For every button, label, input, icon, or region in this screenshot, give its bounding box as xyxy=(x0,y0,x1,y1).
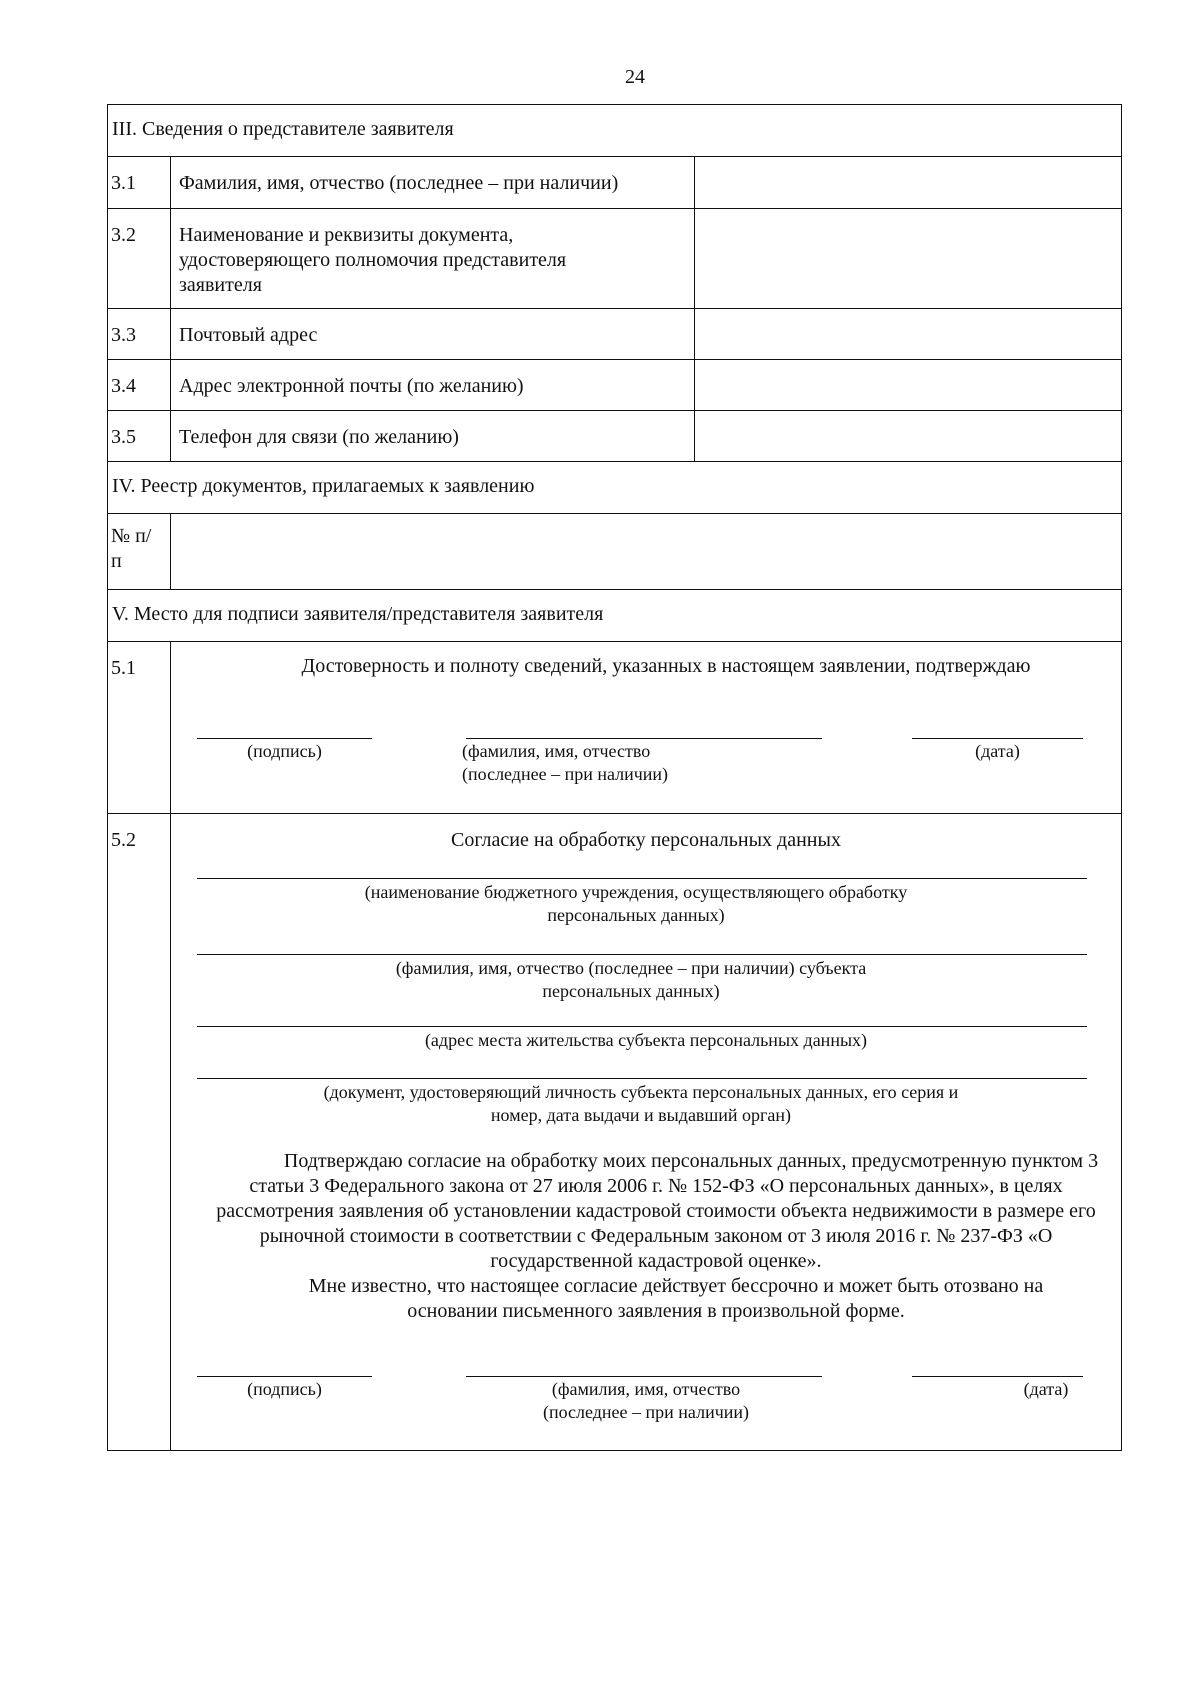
table-row xyxy=(108,309,1122,360)
section4-header-row xyxy=(108,462,1122,514)
row-label: Наименование и реквизиты документа, удостоверяющего полномочия представителя заявителя xyxy=(171,209,695,309)
table-row xyxy=(108,514,1122,590)
signature-block-5-1 xyxy=(171,642,1122,814)
signature-caption: (подпись) xyxy=(247,1379,322,1399)
consent-block-5-2 xyxy=(171,814,1122,1451)
row-label: Адрес электронной почты (по желанию) xyxy=(171,360,695,411)
authority-document-field[interactable] xyxy=(695,209,1122,309)
page-number: 24 xyxy=(625,66,645,88)
section3-header-row xyxy=(108,105,1122,157)
identity-document-line[interactable] xyxy=(197,1078,1087,1079)
signature-line[interactable] xyxy=(197,1376,372,1377)
address-line[interactable] xyxy=(197,1026,1087,1027)
accuracy-statement: Достоверность и полноту сведений, указанных в настоящем заявлении, подтверждаю xyxy=(301,655,1031,677)
section3-title: III. Сведения о представителе заявителя xyxy=(108,105,1122,157)
consent-heading: Согласие на обработку персональных данных xyxy=(451,829,841,851)
phone-field[interactable] xyxy=(695,411,1122,462)
section5-header-row xyxy=(108,590,1122,642)
address-caption: (адрес места жительства субъекта персональных данных) xyxy=(424,1030,868,1050)
row-label: Фамилия, имя, отчество (последнее – при наличии) xyxy=(171,157,695,209)
table-row xyxy=(108,642,1122,814)
table-row xyxy=(108,209,1122,309)
name-line[interactable] xyxy=(466,1376,822,1377)
table-row xyxy=(108,157,1122,209)
row-number: 5.1 xyxy=(108,642,171,814)
row-number: 3.4 xyxy=(108,360,171,411)
row-number: 3.2 xyxy=(108,209,171,309)
subject-name-caption: (фамилия, имя, отчество (последнее – при наличии) субъекта персональных данных) xyxy=(395,958,867,1001)
section5-title: V. Место для подписи заявителя/представителя заявителя xyxy=(108,590,1122,642)
signature-line[interactable] xyxy=(197,738,372,739)
name-line[interactable] xyxy=(466,738,822,739)
postal-address-field[interactable] xyxy=(695,309,1122,360)
section4-title: IV. Реестр документов, прилагаемых к заявлению xyxy=(108,462,1122,514)
row-number: 5.2 xyxy=(108,814,171,1451)
row-number: 3.1 xyxy=(108,157,171,209)
representative-name-field[interactable] xyxy=(695,157,1122,209)
date-caption: (дата) xyxy=(1023,1379,1069,1399)
row-label: Почтовый адрес xyxy=(171,309,695,360)
identity-document-caption: (документ, удостоверяющий личность субъекта персональных данных, его серия и номер, дата выдачи и выдавший орган) xyxy=(323,1082,959,1125)
consent-paragraph: Подтверждаю согласие на обработку моих персональных данных, предусмотренную пунктом 3 статьи 3 Федерального закона от 27 июля 2006 г. № 152-ФЗ «О персональных данных», в целях рассмотрения заявления об установлении кадастровой стоимости объекта недвижимости в размере его рыночной стоимости в соответствии с Федеральным законом от 3 июля 2016 г. № 237-ФЗ «О государственной кадастровой оценке». xyxy=(216,1150,1099,1272)
institution-line[interactable] xyxy=(197,878,1087,879)
name-caption: (фамилия, имя, отчество (последнее – при наличии) xyxy=(462,741,669,784)
date-caption: (дата) xyxy=(975,741,1020,761)
institution-caption: (наименование бюджетного учреждения, осуществляющего обработку персональных данных) xyxy=(364,882,908,925)
email-field[interactable] xyxy=(695,360,1122,411)
number-header: № п/п xyxy=(108,514,171,590)
row-number: 3.3 xyxy=(108,309,171,360)
name-caption: (фамилия, имя, отчество (последнее – при наличии) xyxy=(542,1379,750,1422)
row-number: 3.5 xyxy=(108,411,171,462)
application-form-table xyxy=(107,104,1122,1451)
documents-registry-field[interactable] xyxy=(171,514,1122,590)
table-row xyxy=(108,814,1122,1451)
table-row xyxy=(108,360,1122,411)
revocation-paragraph: Мне известно, что настоящее согласие действует бессрочно и может быть отозвано на основании письменного заявления в произвольной форме. xyxy=(308,1275,1044,1322)
row-label: Телефон для связи (по желанию) xyxy=(171,411,695,462)
subject-name-line[interactable] xyxy=(197,954,1087,955)
signature-caption: (подпись) xyxy=(247,741,322,761)
table-row xyxy=(108,411,1122,462)
date-line[interactable] xyxy=(912,738,1083,739)
date-line[interactable] xyxy=(912,1376,1083,1377)
